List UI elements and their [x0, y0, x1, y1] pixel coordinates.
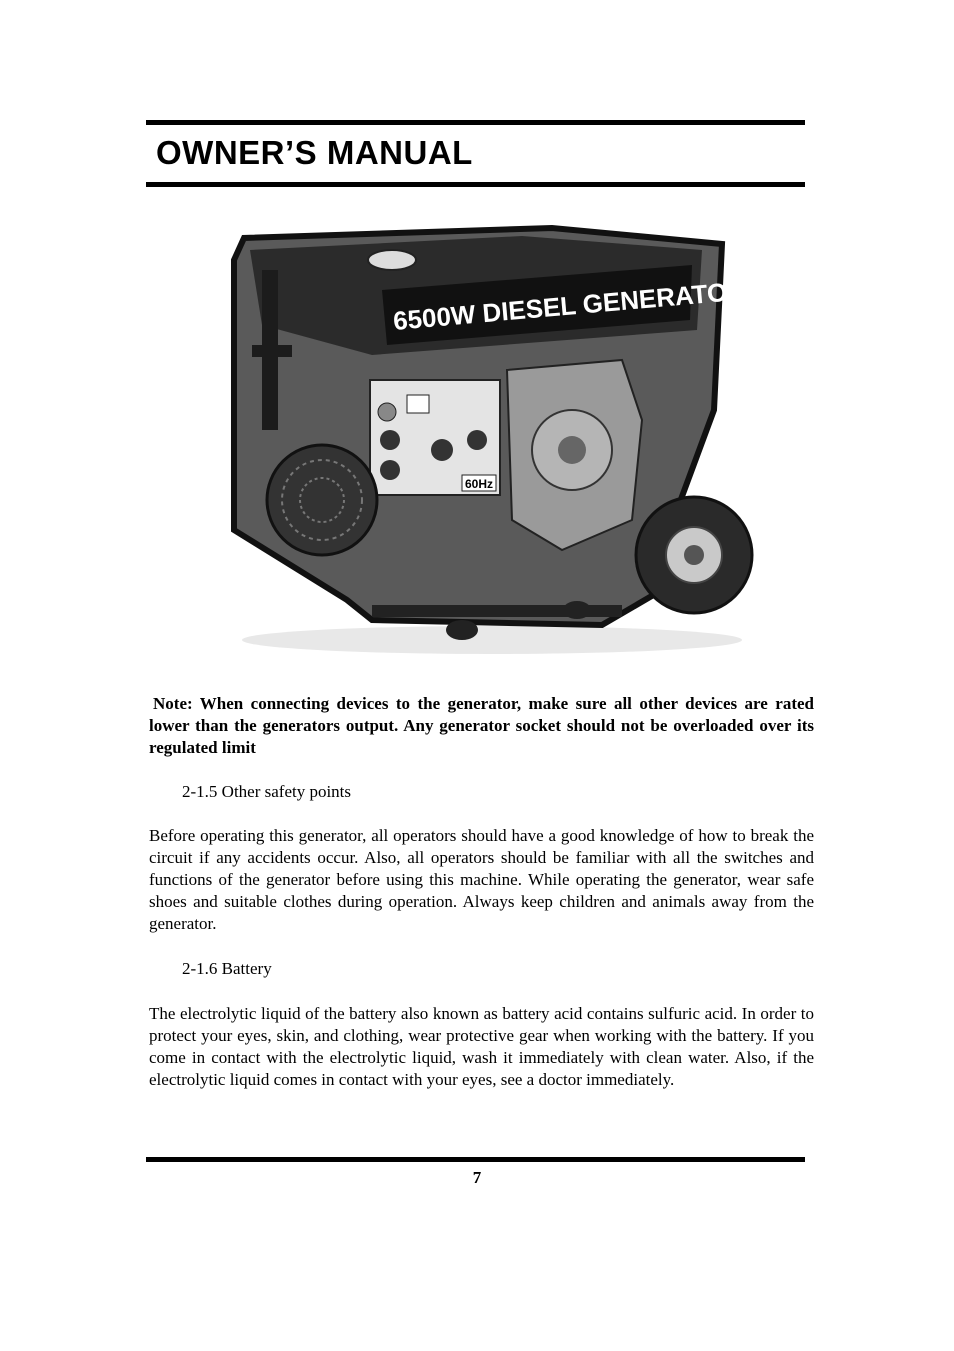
section-heading-other-safety: 2-1.5 Other safety points [182, 782, 352, 801]
frequency-badge: 60Hz [465, 477, 494, 491]
title-underline-rule [146, 182, 805, 187]
page-title: OWNER’S MANUAL [156, 134, 473, 171]
section-heading-battery: 2-1.6 Battery [182, 959, 272, 978]
page-number: 7 [472, 1168, 482, 1187]
diesel-generator-photo [222, 220, 757, 658]
section-body-other-safety: Before operating this generator, all operators should have a good knowledge of how to break the circuit if any accidents occur. Also, all operators should be familiar with all the switches and functions of the generator before using this machine. While operating the generator, wear safe shoes and suitable clothes during operation. Always keep children and animals away from the generator. [149, 826, 814, 933]
footer-rule [146, 1157, 805, 1162]
section-body-battery: The electrolytic liquid of the battery also known as battery acid contains sulfuric acid. In order to protect your eyes, skin, and clothing, wear protective gear when working with the battery. If you come in contact with the electrolytic liquid, wash it immediately with clean water. Also, if the electrolytic liquid comes in contact with your eyes, see a doctor immediately. [149, 1004, 814, 1089]
safety-note: Note: When connecting devices to the generator, make sure all other devices are rated lower than the generators output. Any generator socket should not be overloaded over its regulated limit [149, 694, 814, 757]
generator-panel-text: 6500W DIESEL GENERATOR [391, 275, 748, 336]
top-rule [146, 120, 805, 125]
